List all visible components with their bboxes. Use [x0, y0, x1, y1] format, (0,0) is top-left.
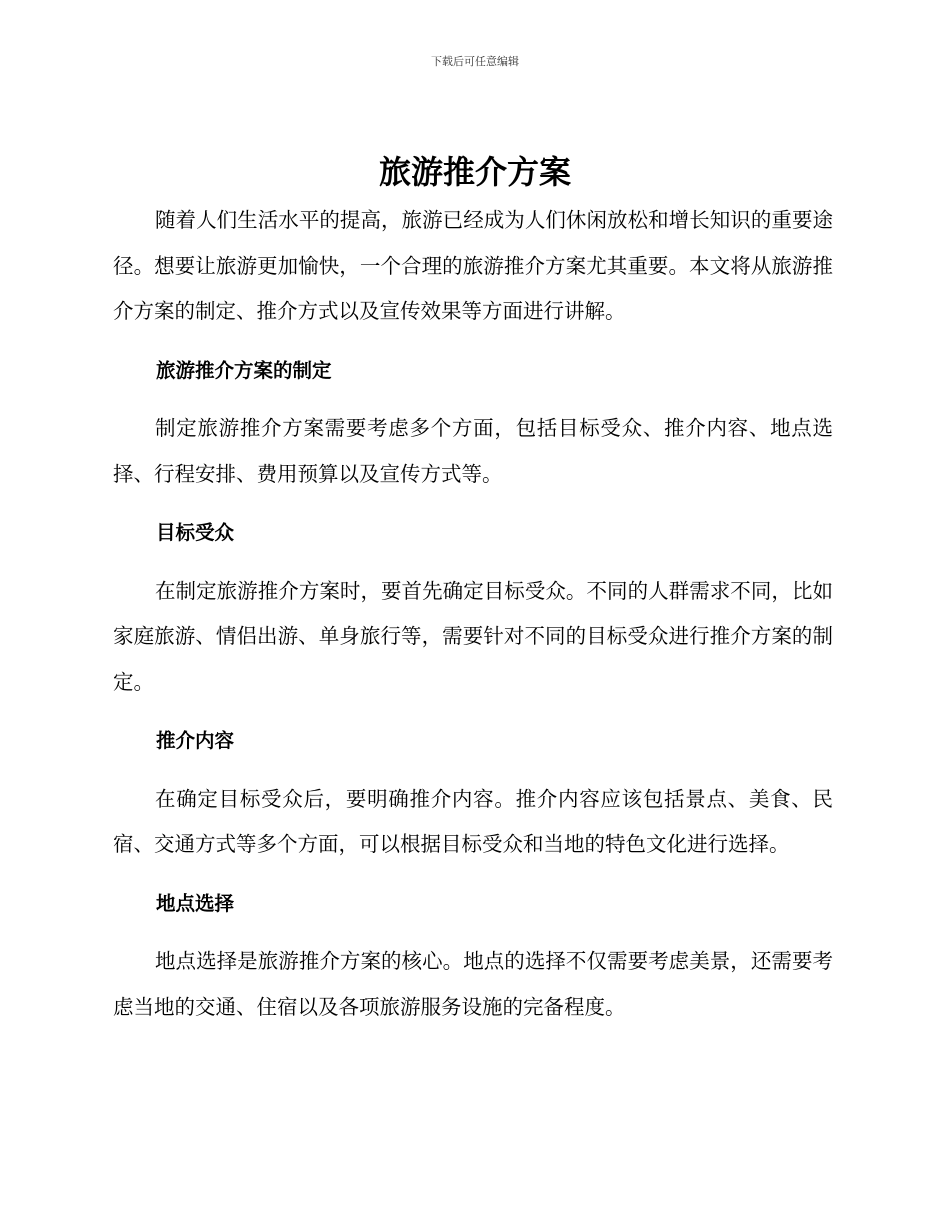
section-heading-formulation: 旅游推介方案的制定: [156, 358, 332, 382]
page-header-note: 下载后可任意编辑: [431, 55, 519, 68]
section-heading-location: 地点选择: [156, 891, 235, 915]
section-heading-target-audience: 目标受众: [156, 521, 235, 544]
section-paragraph-content: 在确定目标受众后，要明确推介内容。推介内容应该包括景点、美食、民宿、交通方式等多个方面，可以根据目标受众和当地的特色文化进行选择。: [113, 786, 833, 856]
document-title: 旅游推介方案: [378, 153, 571, 191]
intro-paragraph: 随着人们生活水平的提高，旅游已经成为人们休闲放松和增长知识的重要途径。想要让旅游更加愉快，一个合理的旅游推介方案尤其重要。本文将从旅游推介方案的制定、推介方式以及宣传效果等方面进行讲解。: [113, 208, 833, 323]
section-heading-content: 推介内容: [156, 729, 235, 752]
section-paragraph-location: 地点选择是旅游推介方案的核心。地点的选择不仅需要考虑美景，还需要考虑当地的交通、住宿以及各项旅游服务设施的完备程度。: [113, 949, 833, 1019]
document-body: [113, 198, 833, 1030]
section-paragraph-target-audience: 在制定旅游推介方案时，要首先确定目标受众。不同的人群需求不同，比如家庭旅游、情侣出游、单身旅行等，需要针对不同的目标受众进行推介方案的制定。: [113, 578, 833, 694]
section-paragraph-formulation: 制定旅游推介方案需要考虑多个方面，包括目标受众、推介内容、地点选择、行程安排、费用预算以及宣传方式等。: [113, 416, 833, 486]
